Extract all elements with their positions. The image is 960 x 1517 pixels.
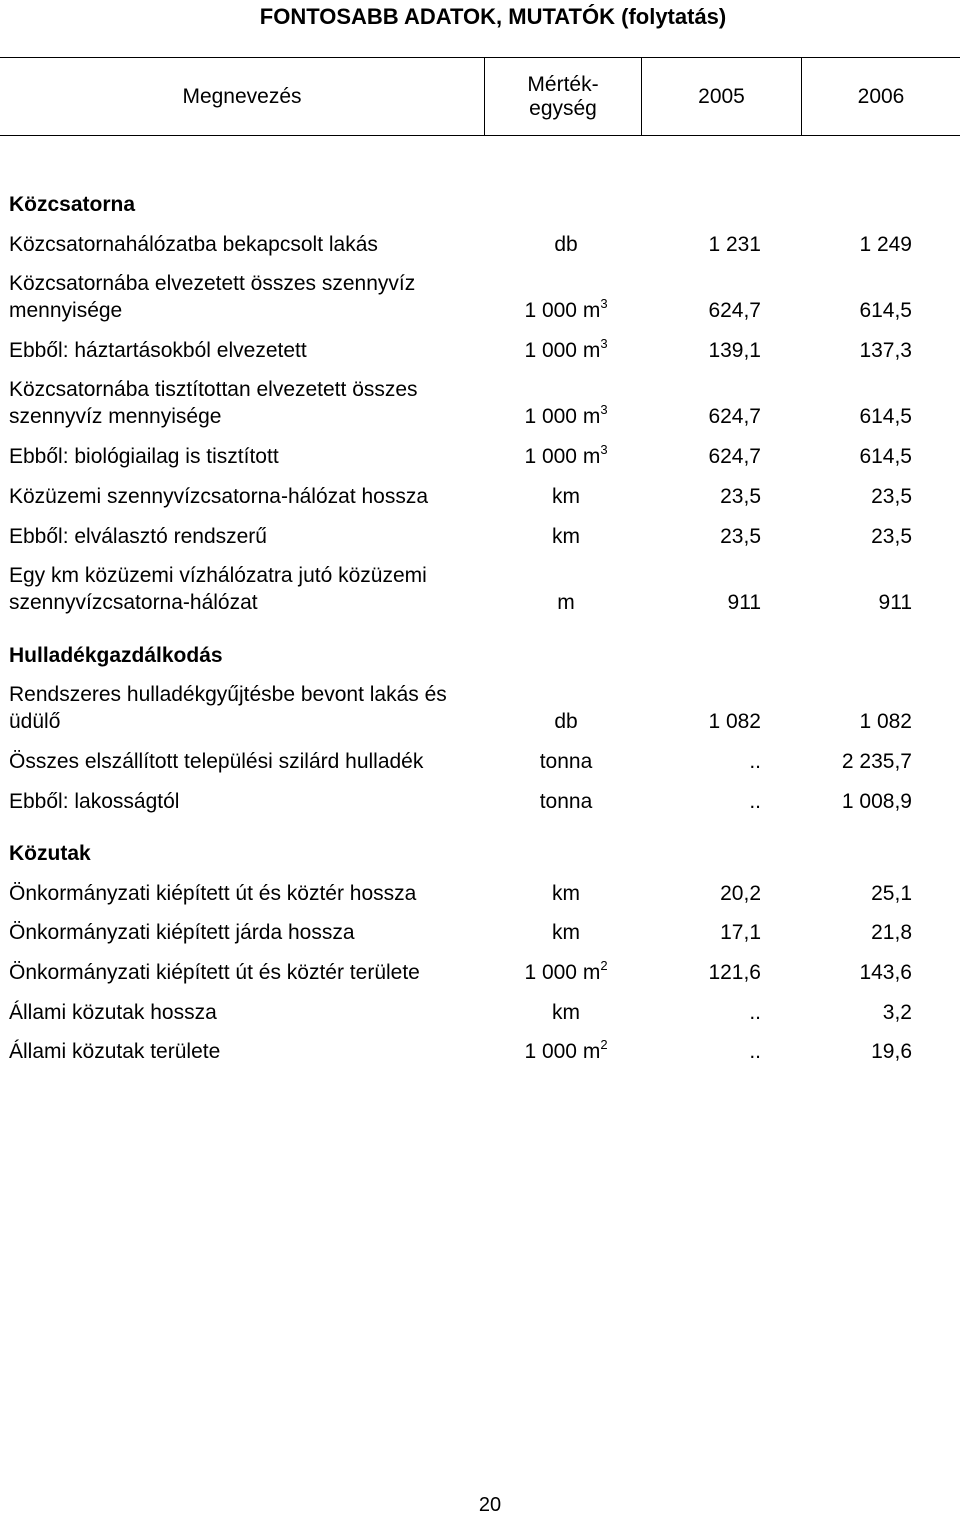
row-value-2005: 139,1 xyxy=(708,339,761,362)
row-unit: km xyxy=(552,882,580,905)
row-value-2006: 614,5 xyxy=(859,299,912,322)
row-value-2005: 911 xyxy=(727,591,761,614)
row-unit: km xyxy=(552,1001,580,1024)
row-unit: 1 000 $m^2$ xyxy=(524,958,608,984)
row-value-2006: 25,1 xyxy=(871,882,912,905)
row-value-2006: 1 082 xyxy=(859,710,912,733)
row-value-2006: 23,5 xyxy=(871,525,912,548)
row-name: Ebből: lakosságtól xyxy=(9,790,180,813)
row-unit: 1 000 $m^2$ xyxy=(524,1037,608,1063)
row-value-2006: 1 008,9 xyxy=(841,790,912,813)
row-value-2005: 624,7 xyxy=(708,445,761,468)
row-name: Állami közutak hossza xyxy=(9,1001,217,1024)
row-name: Önkormányzati kiépített út és köztér területe xyxy=(9,961,420,984)
row-value-2006: 911 xyxy=(878,591,912,614)
row-name: Ebből: biológiailag is tisztított xyxy=(9,445,279,468)
header-name: Megnevezés xyxy=(182,84,302,108)
row-value-2005: 624,7 xyxy=(708,299,761,322)
header-unit-line1: Mérték- xyxy=(527,72,599,96)
page-number: 20 xyxy=(478,1494,502,1516)
header-year-2005: 2005 xyxy=(641,58,801,135)
row-value-2005: 1 231 xyxy=(708,233,761,256)
row-unit: 1 000 $m^3$ xyxy=(524,336,608,362)
row-value-2006: 137,3 xyxy=(859,339,912,362)
row-value-2005: .. xyxy=(749,1001,761,1024)
row-name: Összes elszállított települési szilárd hulladék xyxy=(9,750,424,773)
table-header xyxy=(0,57,960,136)
row-value-2005: 17,1 xyxy=(720,921,761,944)
row-unit: db xyxy=(554,233,578,256)
row-value-2005: 23,5 xyxy=(720,485,761,508)
page-title: FONTOSABB ADATOK, MUTATÓK (folytatás) xyxy=(259,4,727,29)
row-name: Közcsatornába tisztítottan elvezetett összes szennyvíz mennyisége xyxy=(9,378,418,428)
row-unit: 1 000 $m^3$ xyxy=(524,402,608,428)
row-unit: km xyxy=(552,921,580,944)
section-hulladek: Hulladékgazdálkodás xyxy=(9,644,223,667)
row-unit: 1 000 $m^3$ xyxy=(524,442,608,468)
section-kozutak: Közutak xyxy=(9,842,91,865)
row-value-2006: 21,8 xyxy=(871,921,912,944)
row-value-2006: 1 249 xyxy=(859,233,912,256)
row-value-2005: .. xyxy=(749,750,761,773)
row-name: Ebből: elválasztó rendszerű xyxy=(9,525,267,548)
row-unit: m xyxy=(557,591,575,614)
row-value-2006: 3,2 xyxy=(882,1001,912,1024)
row-value-2005: 121,6 xyxy=(708,961,761,984)
row-value-2005: .. xyxy=(749,1040,761,1063)
row-value-2005: 20,2 xyxy=(720,882,761,905)
row-value-2005: .. xyxy=(749,790,761,813)
row-value-2005: 1 082 xyxy=(708,710,761,733)
row-unit: tonna xyxy=(539,790,593,813)
row-value-2006: 614,5 xyxy=(859,445,912,468)
row-name: Rendszeres hulladékgyűjtésbe bevont lakás és üdülő xyxy=(9,683,447,733)
row-name: Közcsatornába elvezetett összes szennyvíz mennyisége xyxy=(9,272,416,322)
row-name: Önkormányzati kiépített út és köztér hossza xyxy=(9,882,417,905)
header-unit-line2: egység xyxy=(529,96,597,120)
row-name: Közcsatornahálózatba bekapcsolt lakás xyxy=(9,233,378,256)
row-name: Közüzemi szennyvízcsatorna-hálózat hossza xyxy=(9,485,429,508)
row-value-2006: 2 235,7 xyxy=(841,750,912,773)
row-value-2006: 23,5 xyxy=(871,485,912,508)
row-unit: 1 000 $m^3$ xyxy=(524,296,608,322)
row-unit: km xyxy=(552,485,580,508)
row-unit: tonna xyxy=(539,750,593,773)
row-name: Állami közutak területe xyxy=(9,1040,221,1063)
row-value-2005: 624,7 xyxy=(708,405,761,428)
row-unit: km xyxy=(552,525,580,548)
row-value-2006: 614,5 xyxy=(859,405,912,428)
row-value-2006: 143,6 xyxy=(859,961,912,984)
section-kozcsatorna: Közcsatorna xyxy=(9,193,136,216)
row-value-2006: 19,6 xyxy=(871,1040,912,1063)
header-unit xyxy=(484,58,641,135)
header-year-2006: 2006 xyxy=(801,58,960,135)
row-value-2005: 23,5 xyxy=(720,525,761,548)
row-name: Önkormányzati kiépített járda hossza xyxy=(9,921,355,944)
row-unit: db xyxy=(554,710,578,733)
row-name: Egy km közüzemi vízhálózatra jutó közüzemi szennyvízcsatorna-hálózat xyxy=(9,564,427,614)
row-name: Ebből: háztartásokból elvezetett xyxy=(9,339,307,362)
